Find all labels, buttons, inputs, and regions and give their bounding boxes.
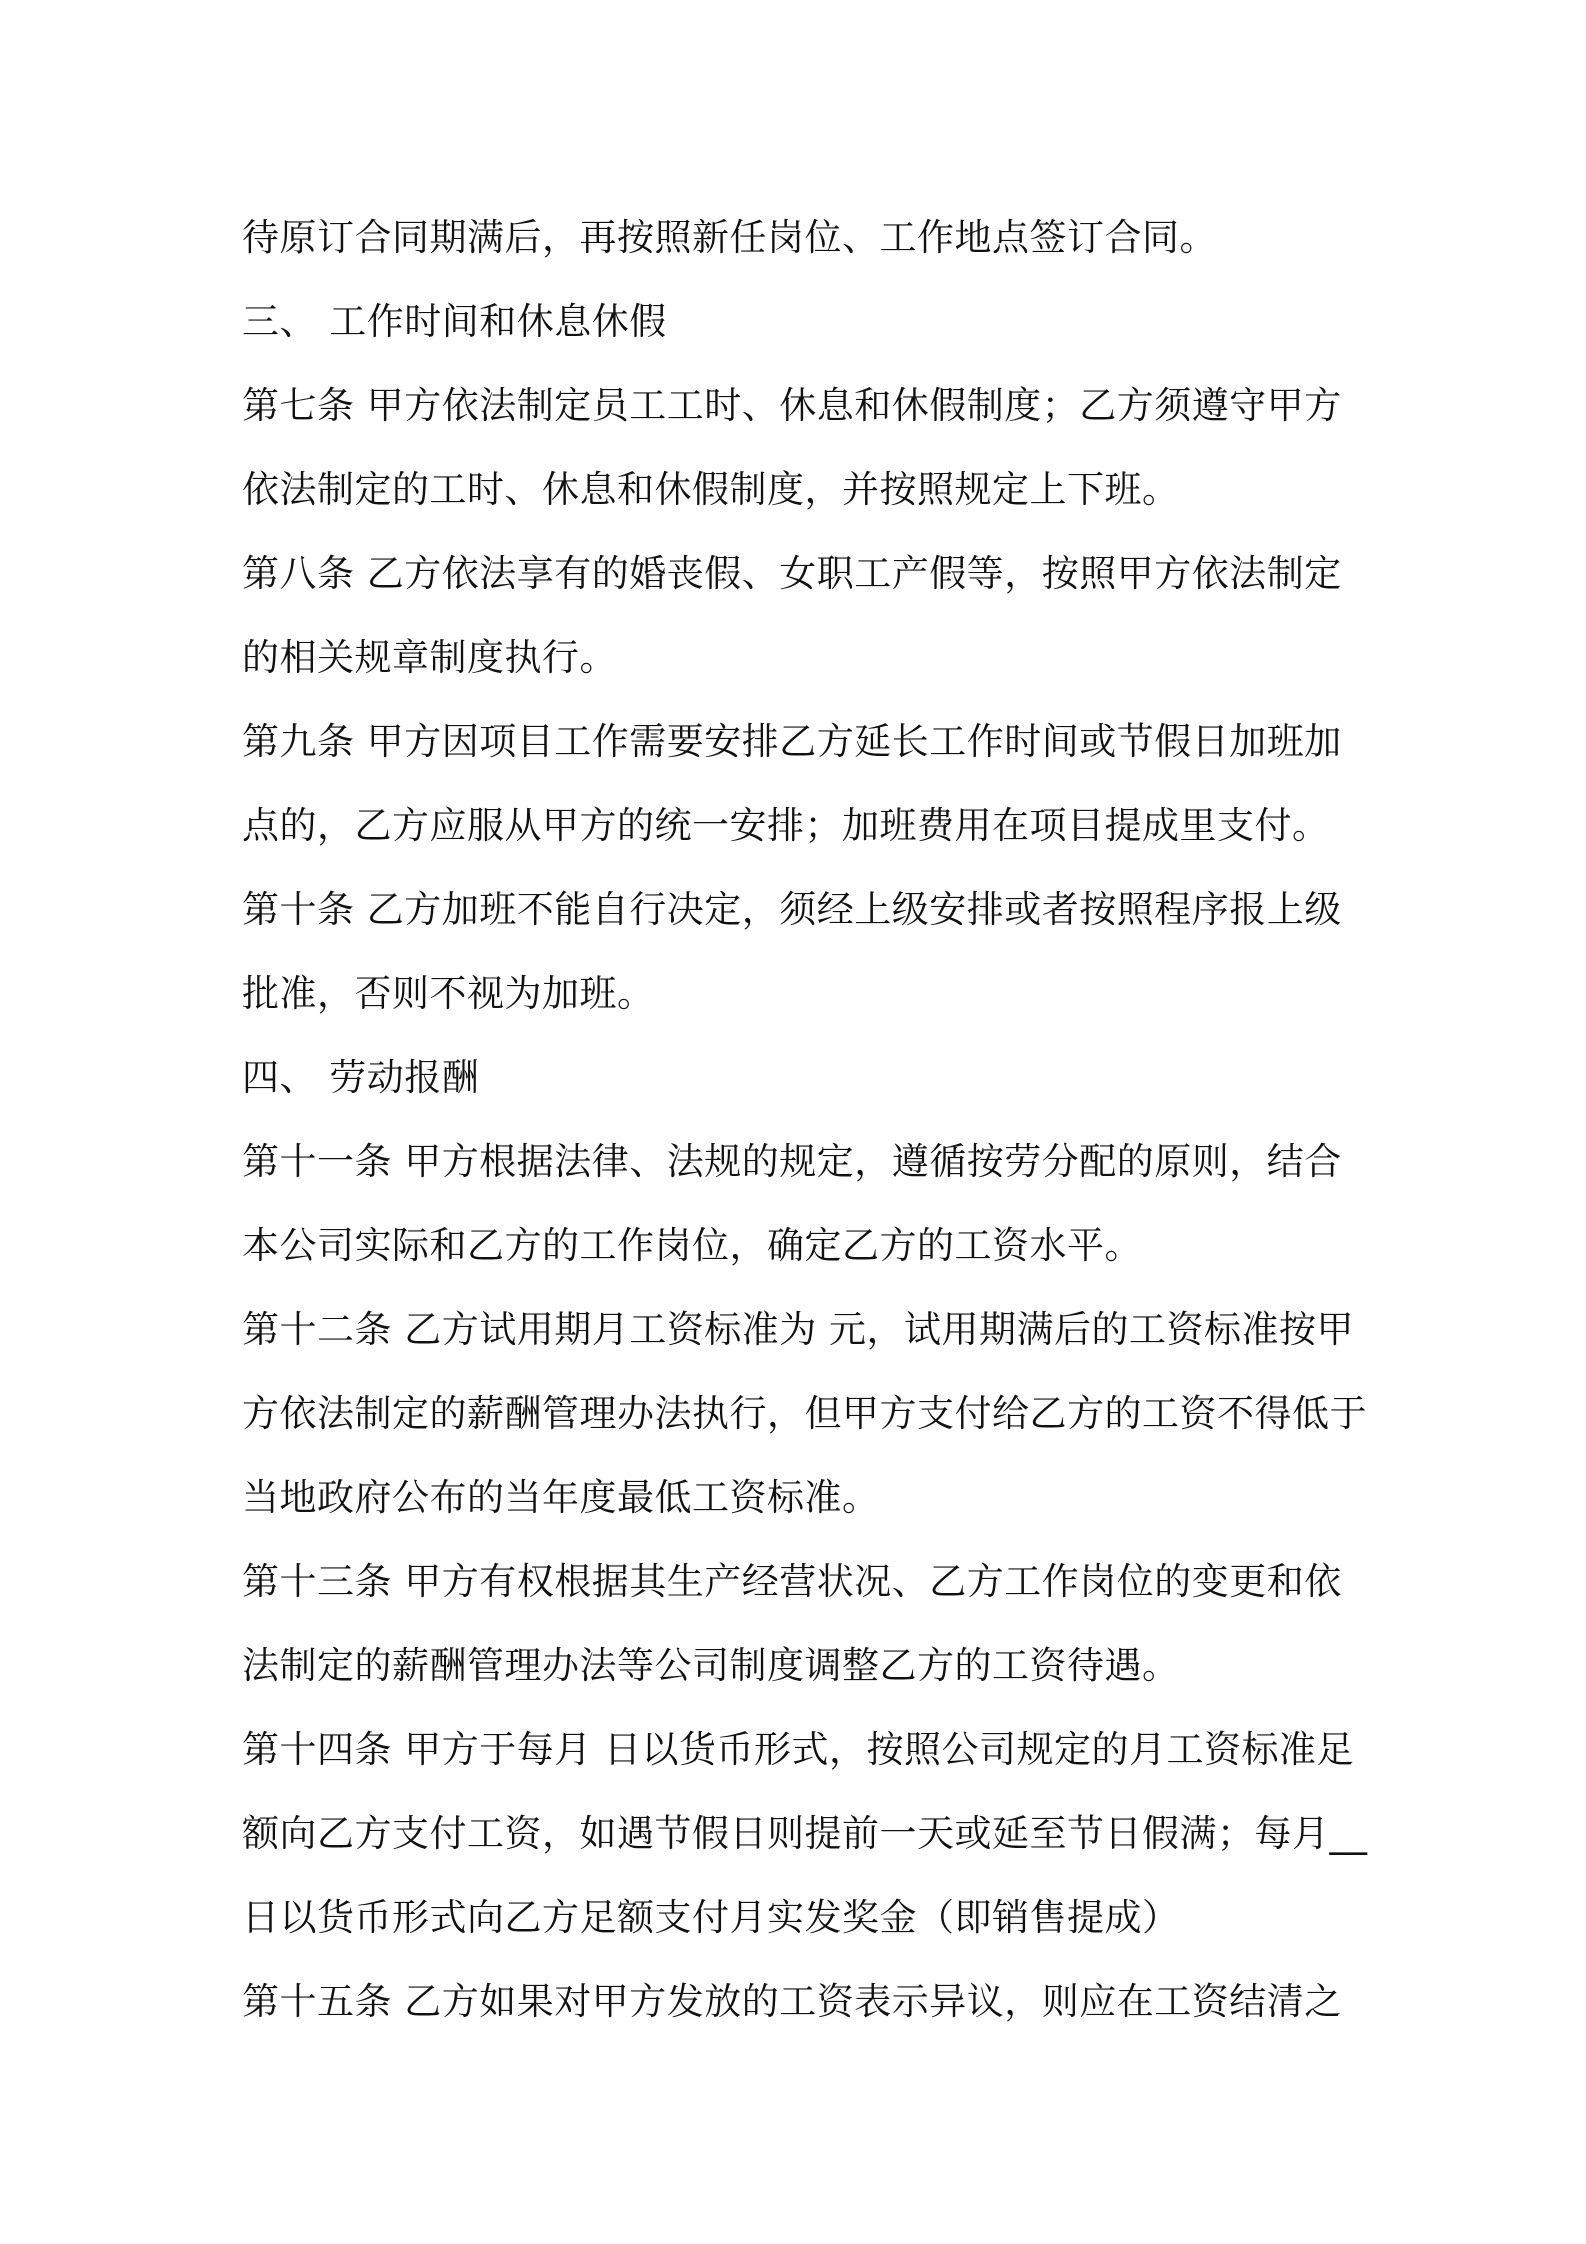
paragraph-line: 待原订合同期满后，再按照新任岗位、工作地点签订合同。: [242, 216, 1217, 259]
section-heading-work-hours: 三、 工作时间和休息休假: [242, 300, 667, 343]
article-10-line: 第十条 乙方加班不能自行决定，须经上级安排或者按照程序报上级: [242, 888, 1342, 931]
article-15-line: 第十五条 乙方如果对甲方发放的工资表示异议，则应在工资结清之: [242, 1980, 1342, 2023]
article-12-line: 方依法制定的薪酬管理办法执行，但甲方支付给乙方的工资不得低于: [242, 1392, 1367, 1435]
article-14-line: 第十四条 甲方于每月 日以货币形式，按照公司规定的月工资标准足: [242, 1728, 1355, 1771]
article-8-line: 的相关规章制度执行。: [242, 636, 617, 679]
article-8-line: 第八条 乙方依法享有的婚丧假、女职工产假等，按照甲方依法制定: [242, 552, 1342, 595]
contract-text: [242, 196, 1368, 2044]
article-11-line: 本公司实际和乙方的工作岗位，确定乙方的工资水平。: [242, 1224, 1142, 1267]
article-13-line: 法制定的薪酬管理办法等公司制度调整乙方的工资待遇。: [242, 1644, 1180, 1687]
article-13-line: 第十三条 甲方有权根据其生产经营状况、乙方工作岗位的变更和依: [242, 1560, 1342, 1603]
article-12-line: 第十二条 乙方试用期月工资标准为 元，试用期满后的工资标准按甲: [242, 1308, 1355, 1351]
article-10-line: 批准，否则不视为加班。: [242, 972, 655, 1015]
section-heading-remuneration: 四、 劳动报酬: [242, 1056, 480, 1099]
article-14-line: 日以货币形式向乙方足额支付月实发奖金（即销售提成）: [242, 1896, 1180, 1939]
article-12-line: 当地政府公布的当年度最低工资标准。: [242, 1476, 880, 1519]
article-7-line: 第七条 甲方依法制定员工工时、休息和休假制度；乙方须遵守甲方: [242, 384, 1342, 427]
article-9-line: 点的，乙方应服从甲方的统一安排；加班费用在项目提成里支付。: [242, 804, 1330, 847]
article-9-line: 第九条 甲方因项目工作需要安排乙方延长工作时间或节假日加班加: [242, 720, 1342, 763]
article-7-line: 依法制定的工时、休息和休假制度，并按照规定上下班。: [242, 468, 1180, 511]
article-14-line: 额向乙方支付工资，如遇节假日则提前一天或延至节日假满；每月__: [242, 1812, 1368, 1855]
article-11-line: 第十一条 甲方根据法律、法规的规定，遵循按劳分配的原则，结合: [242, 1140, 1342, 1183]
